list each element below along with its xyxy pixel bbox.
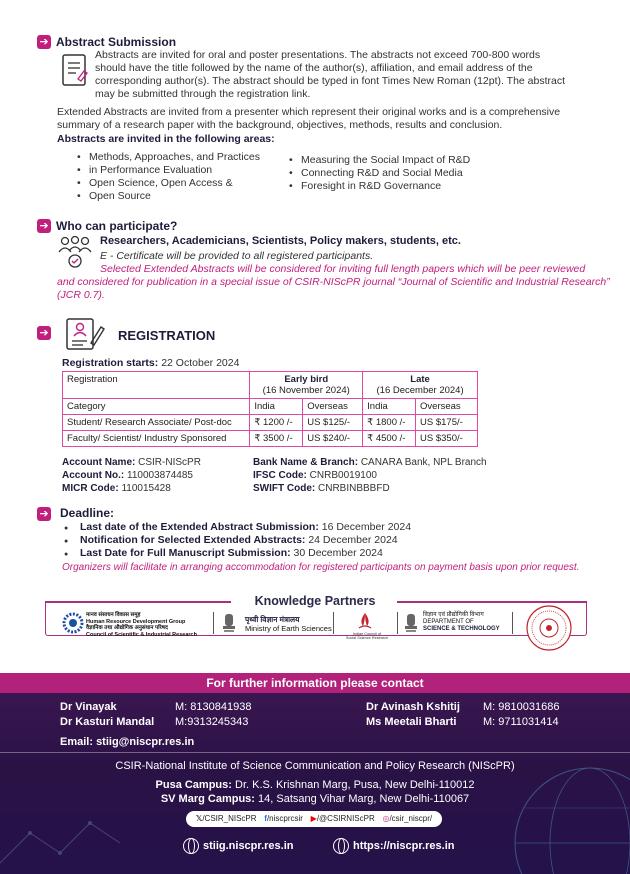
micr-value: 110015428 — [121, 483, 171, 494]
partner-separator — [512, 612, 513, 634]
areas-heading: Abstracts are invited in the following areas: — [57, 133, 275, 145]
emblem-icon — [220, 612, 238, 634]
late-label: Late — [410, 374, 430, 385]
deadline-label: Notification for Selected Extended Abstracts: — [80, 534, 306, 546]
contact-mobile: M: 9810031686 — [483, 701, 560, 713]
instagram-icon: ◎ — [382, 814, 390, 823]
fee-value: US $125/- — [303, 415, 363, 431]
globe-icon — [183, 838, 199, 854]
facebook-link[interactable] — [264, 811, 303, 827]
registration-starts-label: Registration starts: — [62, 357, 159, 369]
account-no-label: Account No.: — [62, 470, 125, 481]
accommodation-note: Organizers will facilitate in arranging accommodation for registered participants on payment basis upon prior request. — [62, 562, 580, 573]
institute-name: CSIR-National Institute of Science Communication and Policy Research (NIScPR) — [115, 760, 515, 772]
youtube-handle: /@CSIRNIScPR — [316, 814, 375, 823]
section-arrow-icon: ➔ — [37, 219, 51, 233]
x-link[interactable] — [196, 811, 257, 827]
certificate-note: E - Certificate will be provided to all registered participants. — [100, 250, 374, 262]
micr-label: MICR Code: — [62, 483, 119, 494]
abstract-para-line: Abstracts are invited for oral and poster presentations. The abstracts not exceed 700-800 words — [95, 49, 541, 61]
registration-fee-table — [62, 371, 478, 447]
header-early-bird — [250, 372, 363, 399]
areas-list-right — [287, 154, 517, 193]
swift-value: CNRBINBBBFD — [318, 483, 390, 494]
registration-title: REGISTRATION — [118, 328, 216, 343]
account-name — [62, 456, 201, 469]
deadline-label: Last date of the Extended Abstract Submission: — [80, 521, 319, 533]
icssr-logo-icon — [356, 612, 374, 632]
header-overseas: Overseas — [303, 399, 363, 415]
fee-value: US $240/- — [303, 431, 363, 447]
sv-label: SV Marg Campus: — [160, 793, 255, 805]
youtube-link[interactable] — [311, 811, 375, 827]
dst-line: SCIENCE & TECHNOLOGY — [423, 626, 500, 632]
fee-category: Faculty/ Scientist/ Industry Sponsored — [63, 431, 250, 447]
fee-value: US $350/- — [416, 431, 478, 447]
registration-starts — [62, 357, 239, 370]
abstract-para-line: corresponding author(s). The abstract should be typed in font Times New Roman (12pt). The abstract — [95, 75, 566, 87]
contact-mobile: M:9313245343 — [175, 716, 249, 728]
area-item-cont — [75, 190, 285, 203]
bank-label: Bank Name & Branch: — [253, 457, 359, 468]
areas-list-left — [75, 151, 285, 203]
hrdg-text — [86, 612, 197, 638]
fee-value: ₹ 1200 /- — [250, 415, 303, 431]
facebook-icon: f — [264, 814, 267, 823]
ifsc-code — [253, 469, 377, 482]
website-url: stiig.niscpr.res.in — [203, 840, 294, 852]
bank-value: CANARA Bank, NPL Branch — [360, 457, 487, 468]
contact-name: Dr Kasturi Mandal — [60, 716, 155, 728]
website-link[interactable] — [333, 838, 454, 854]
partners-title-text: Knowledge Partners — [247, 594, 384, 608]
table-row — [63, 415, 478, 431]
swift-label: SWIFT Code: — [253, 483, 316, 494]
area-item: • Foresight in R&D Governance — [287, 180, 517, 193]
moes-english: Ministry of Earth Sciences — [245, 624, 332, 633]
fee-value: ₹ 4500 /- — [363, 431, 416, 447]
participate-title: Who can participate? — [56, 219, 178, 233]
area-item-text: in Performance Evaluation — [89, 164, 213, 176]
table-row — [63, 431, 478, 447]
moes-hindi: पृथ्वी विज्ञान मंत्रालय — [245, 615, 300, 624]
header-india: India — [250, 399, 303, 415]
early-bird-label: Early bird — [284, 374, 329, 385]
participants-list: Researchers, Academicians, Scientists, Policy makers, students, etc. — [100, 235, 461, 247]
instagram-link[interactable] — [382, 811, 432, 827]
contact-name: Dr Avinash Kshitij — [366, 701, 460, 713]
sv-address — [0, 792, 630, 806]
table-header-row — [63, 372, 478, 399]
csir-hindi: वैज्ञानिक तथा औद्योगिक अनुसंधान परिषद — [86, 625, 168, 631]
institute-seal-icon — [525, 604, 573, 652]
website-link[interactable] — [183, 838, 293, 854]
area-item: • Methods, Approaches, and Practices — [75, 151, 285, 164]
dst-line: DEPARTMENT OF — [423, 619, 474, 625]
account-no-value: 110003874485 — [127, 470, 193, 481]
abstract-title: Abstract Submission — [56, 35, 177, 49]
deadline-date: 30 December 2024 — [293, 547, 383, 559]
dst-hindi: विज्ञान एवं प्रौद्योगिकी विभाग — [423, 612, 484, 618]
account-name-value: CSIR-NIScPR — [138, 457, 201, 468]
early-bird-date: (16 November 2024) — [262, 385, 350, 396]
area-item: • Open Science, Open Access & — [75, 177, 285, 190]
icssr-line: Indian Council of — [352, 632, 382, 636]
deadline-date: 24 December 2024 — [308, 534, 398, 546]
deadline-date: 16 December 2024 — [321, 521, 412, 533]
publication-note-line: (JCR 0.7). — [57, 289, 105, 301]
section-arrow-icon: ➔ — [37, 507, 51, 521]
header-registration: Registration — [63, 372, 250, 399]
pusa-address — [0, 778, 630, 792]
area-item-text: Open Source — [89, 190, 151, 202]
csir-hrdg-logo-icon — [62, 612, 84, 634]
contact-name: Dr Vinayak — [60, 701, 117, 713]
publication-note-line: and considered for publication in a special issue of CSIR-NIScPR journal “Journal of Scientific and Industrial Research” — [57, 276, 610, 288]
icssr-line: Social Science Research — [345, 636, 389, 641]
contact-bar: For further information please contact — [0, 673, 630, 693]
fee-category: Student/ Research Associate/ Post-doc — [63, 415, 250, 431]
extended-para-line: summary of a research paper with the background, objectives, methods, results and conclusion. — [57, 119, 503, 131]
instagram-handle: /csir_niscpr/ — [389, 814, 433, 823]
micr-code — [62, 482, 171, 495]
swift-code — [253, 482, 390, 495]
account-name-label: Account Name: — [62, 457, 136, 468]
deadline-title: Deadline: — [60, 506, 115, 520]
emblem-icon — [403, 612, 419, 634]
extended-para-line: Extended Abstracts are invited from a presenter which represent their original works and is a comprehensive — [57, 106, 561, 118]
document-icon — [60, 53, 90, 89]
header-overseas: Overseas — [416, 399, 478, 415]
footer-divider — [0, 752, 630, 753]
csir-english: Council of Scientific & Industrial Research — [86, 631, 197, 638]
ifsc-value: CNRB0019100 — [309, 470, 377, 481]
bank-name — [253, 456, 487, 469]
contact-email[interactable]: Email: stiig@niscpr.res.in — [60, 736, 195, 748]
website-url: https://niscpr.res.in — [353, 840, 455, 852]
partner-separator — [333, 612, 334, 634]
ifsc-label: IFSC Code: — [253, 470, 307, 481]
fee-value: US $175/- — [416, 415, 478, 431]
contact-mobile: M: 9711031414 — [483, 716, 559, 728]
section-arrow-icon: ➔ — [37, 326, 51, 340]
area-item-cont — [75, 164, 285, 177]
registration-form-icon — [63, 313, 107, 353]
partner-separator — [213, 612, 214, 634]
registration-starts-date: 22 October 2024 — [161, 357, 240, 369]
deadline-item — [62, 521, 562, 534]
pusa-value: Dr. K.S. Krishnan Marg, Pusa, New Delhi-110012 — [235, 779, 475, 791]
partner-separator — [397, 612, 398, 634]
x-handle: /CSIR_NIScPR — [202, 814, 257, 823]
social-links — [186, 811, 442, 827]
network-lines-icon — [0, 803, 120, 873]
fee-value: ₹ 3500 /- — [250, 431, 303, 447]
deadline-label: Last Date for Full Manuscript Submission: — [80, 547, 291, 559]
icssr-text — [343, 632, 391, 640]
contact-mobile: M: 8130841938 — [175, 701, 252, 713]
facebook-handle: /niscprcsir — [266, 814, 303, 823]
dst-text — [423, 612, 500, 633]
abstract-para-line: may be submitted through the registration link. — [95, 88, 311, 100]
sv-value: 14, Satsang Vihar Marg, New Delhi-110067 — [258, 793, 470, 805]
people-icon — [57, 234, 93, 270]
late-date: (16 December 2024) — [376, 385, 464, 396]
x-icon: 𝕏 — [195, 814, 203, 823]
deadline-item — [62, 547, 562, 560]
fee-value: ₹ 1800 /- — [363, 415, 416, 431]
abstract-para-line: should have the title followed by the name of the author(s), affiliation, and email address of the — [95, 62, 533, 74]
account-no — [62, 469, 193, 482]
contact-name: Ms Meetali Bharti — [366, 716, 457, 728]
publication-note-line: Selected Extended Abstracts will be considered for inviting full length papers which will be peer reviewed — [100, 263, 586, 275]
globe-icon — [333, 838, 349, 854]
table-subheader-row — [63, 399, 478, 415]
deadline-item — [62, 534, 562, 547]
hrdg-english: Human Resource Development Group — [86, 618, 186, 625]
header-india: India — [363, 399, 416, 415]
area-item: • Connecting R&D and Social Media — [287, 167, 517, 180]
area-item: • Measuring the Social Impact of R&D — [287, 154, 517, 167]
footer — [0, 693, 630, 874]
header-category: Category — [63, 399, 250, 415]
pusa-label: Pusa Campus: — [155, 779, 232, 791]
moes-text — [245, 615, 332, 633]
hrdg-hindi: मानव संसाधन विकास समूह — [86, 612, 141, 618]
youtube-icon: ▶ — [310, 814, 317, 823]
section-arrow-icon: ➔ — [37, 35, 51, 49]
deadline-list — [62, 521, 562, 560]
header-late — [363, 372, 478, 399]
